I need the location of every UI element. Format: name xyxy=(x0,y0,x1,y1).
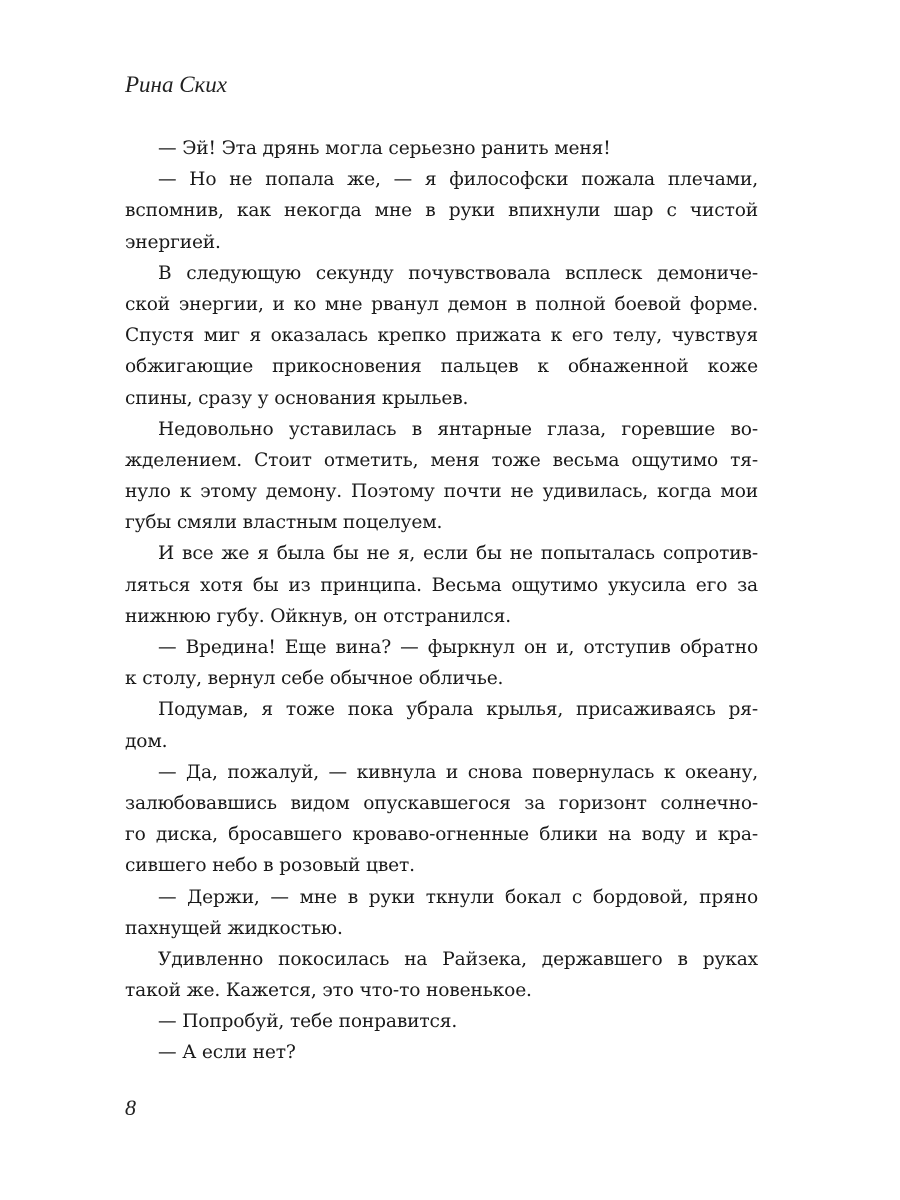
text-line: ской энергии, и ко мне рванул демон в полной боевой форме. xyxy=(125,293,758,315)
paragraph xyxy=(125,164,758,258)
paragraph xyxy=(125,694,758,756)
text-line: к столу, вернул себе обычное обличье. xyxy=(125,668,504,690)
text-line: Спустя миг я оказалась крепко прижата к его телу, чувствуя xyxy=(125,325,758,347)
page-number: 8 xyxy=(125,1095,136,1120)
paragraph xyxy=(125,414,758,539)
text-line: ляться хотя бы из принципа. Весьма ощутимо укусила его за xyxy=(125,574,758,596)
paragraph xyxy=(125,538,758,632)
text-line: — Держи, — мне в руки ткнули бокал с бордовой, пряно xyxy=(158,886,758,908)
paragraph xyxy=(125,944,758,1006)
paragraph xyxy=(125,1037,758,1068)
text-line: дом. xyxy=(125,730,168,752)
text-line: Недовольно уставилась в янтарные глаза, горевшие во- xyxy=(158,418,758,440)
text-line: — А если нет? xyxy=(158,1042,296,1064)
paragraph xyxy=(125,133,758,164)
text-line: — Но не попала же, — я философски пожала плечами, xyxy=(158,169,758,191)
text-line: — Попробуй, тебе понравится. xyxy=(158,1011,458,1033)
text-line: вспомнив, как некогда мне в руки впихнули шар с чистой xyxy=(125,200,758,222)
paragraph xyxy=(125,258,758,414)
paragraph xyxy=(125,757,758,882)
text-line: энергией. xyxy=(125,231,221,253)
text-line: — Эй! Эта дрянь могла серьезно ранить меня! xyxy=(158,138,611,159)
paragraph xyxy=(125,882,758,944)
text-line: — Да, пожалуй, — кивнула и снова повернулась к океану, xyxy=(158,761,758,783)
text-line: сившего небо в розовый цвет. xyxy=(125,855,415,877)
running-head-author: Рина Ских xyxy=(125,72,228,97)
text-line: жделением. Стоит отметить, меня тоже весьма ощутимо тя- xyxy=(125,449,758,471)
text-line: губы смяли властным поцелуем. xyxy=(125,512,443,534)
text-line: обжигающие прикосновения пальцев к обнаженной коже xyxy=(125,356,758,378)
text-line: Подумав, я тоже пока убрала крылья, присаживаясь ря- xyxy=(158,699,758,721)
body-text xyxy=(125,133,758,1069)
text-line: спины, сразу у основания крыльев. xyxy=(125,387,469,409)
text-line: В следующую секунду почувствовала всплеск демониче- xyxy=(158,262,758,284)
text-line: пахнущей жидкостью. xyxy=(125,917,343,939)
paragraph xyxy=(125,632,758,694)
paragraph xyxy=(125,1006,758,1037)
text-line: — Вредина! Еще вина? — фыркнул он и, отступив обратно xyxy=(158,637,758,658)
text-line: залюбовавшись видом опускавшегося за горизонт солнечно- xyxy=(125,792,758,814)
text-line: Удивленно покосилась на Райзека, державшего в руках xyxy=(158,948,758,970)
text-line: И все же я была бы не я, если бы не попыталась сопротив- xyxy=(158,543,758,565)
text-line: нуло к этому демону. Поэтому почти не удивилась, когда мои xyxy=(125,481,758,503)
text-line: такой же. Кажется, это что-то новенькое. xyxy=(125,980,532,1002)
text-line: нижнюю губу. Ойкнув, он отстранился. xyxy=(125,605,512,627)
text-line: го диска, бросавшего кроваво-огненные блики на воду и кра- xyxy=(125,824,758,846)
